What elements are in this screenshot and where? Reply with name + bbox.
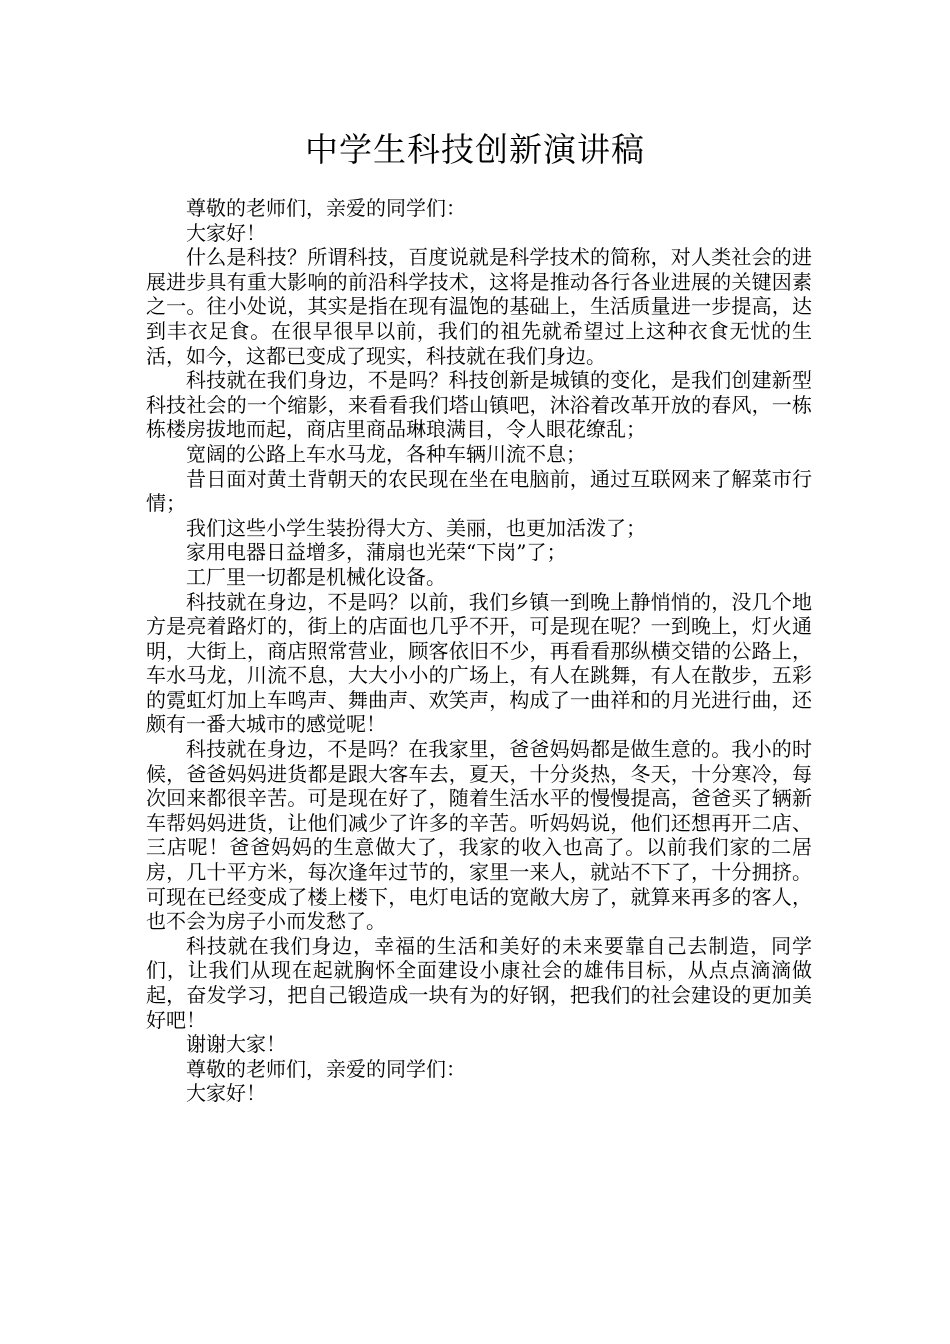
document-body (146, 196, 812, 1106)
paragraph: 大家好！ (186, 220, 266, 245)
paragraph: 宽阔的公路上车水马龙，各种车辆川流不息； (186, 441, 586, 466)
paragraph: 我们这些小学生装扮得大方、美丽，也更加活泼了； (186, 515, 646, 540)
paragraph: 科技就在身边，不是吗？在我家里，爸爸妈妈都是做生意的。我小的时候，爸爸妈妈进货都是跟大客车去，夏天，十分炎热，冬天，十分寒冷，每次回来都很辛苦。可是现在好了，随着生活水平的慢慢提高，爸爸买了辆新车帮妈妈进货，让他们减少了许多的辛苦。听妈妈说，他们还想再开二店、三店呢！爸爸妈妈的生意做大了，我家的收入也高了。以前我们家的二居房，几十平方米，每次逢年过节的，家里一来人，就站不下了，十分拥挤。可现在已经变成了楼上楼下，电灯电话的宽敞大房了，就算来再多的客人，也不会为房子小而发愁了。 (146, 737, 812, 934)
document-title: 中学生科技创新演讲稿 (305, 130, 645, 169)
paragraph: 大家好！ (186, 1081, 266, 1106)
paragraph: 尊敬的老师们，亲爱的同学们： (186, 1056, 466, 1081)
paragraph: 科技就在我们身边，不是吗？科技创新是城镇的变化，是我们创建新型科技社会的一个缩影，来看看我们塔山镇吧，沐浴着改革开放的春风，一栋栋楼房拔地而起，商店里商品琳琅满目，令人眼花缭乱； (146, 368, 812, 442)
paragraph: 什么是科技？所谓科技，百度说就是科学技术的简称，对人类社会的进展进步具有重大影响的前沿科学技术，这将是推动各行各业进展的关键因素之一。往小处说，其实是指在现有温饱的基础上，生活质量进一步提高，达到丰衣足食。在很早很早以前，我们的祖先就希望过上这种衣食无忧的生活，如今，这都已变成了现实，科技就在我们身边。 (146, 245, 812, 368)
paragraph: 科技就在我们身边，幸福的生活和美好的未来要靠自己去制造，同学们，让我们从现在起就胸怀全面建设小康社会的雄伟目标，从点点滴滴做起，奋发学习，把自己锻造成一块有为的好钢，把我们的社会建设的更加美好吧！ (146, 933, 812, 1032)
paragraph: 尊敬的老师们，亲爱的同学们： (186, 196, 466, 220)
paragraph: 昔日面对黄土背朝天的农民现在坐在电脑前，通过互联网来了解菜市行情； (146, 466, 812, 516)
paragraph: 谢谢大家！ (186, 1032, 286, 1057)
paragraph: 科技就在身边，不是吗？以前，我们乡镇一到晚上静悄悄的，没几个地方是亮着路灯的，街上的店面也几乎不开，可是现在呢？一到晚上，灯火通明，大街上，商店照常营业，顾客依旧不少，再看看那纵横交错的公路上，车水马龙，川流不息，大大小小的广场上，有人在跳舞，有人在散步，五彩的霓虹灯加上车鸣声、舞曲声、欢笑声，构成了一曲祥和的月光进行曲，还颇有一番大城市的感觉呢！ (146, 589, 812, 737)
paragraph: 工厂里一切都是机械化设备。 (186, 564, 446, 589)
paragraph: 家用电器日益增多，蒲扇也光荣“下岗”了； (186, 540, 567, 565)
